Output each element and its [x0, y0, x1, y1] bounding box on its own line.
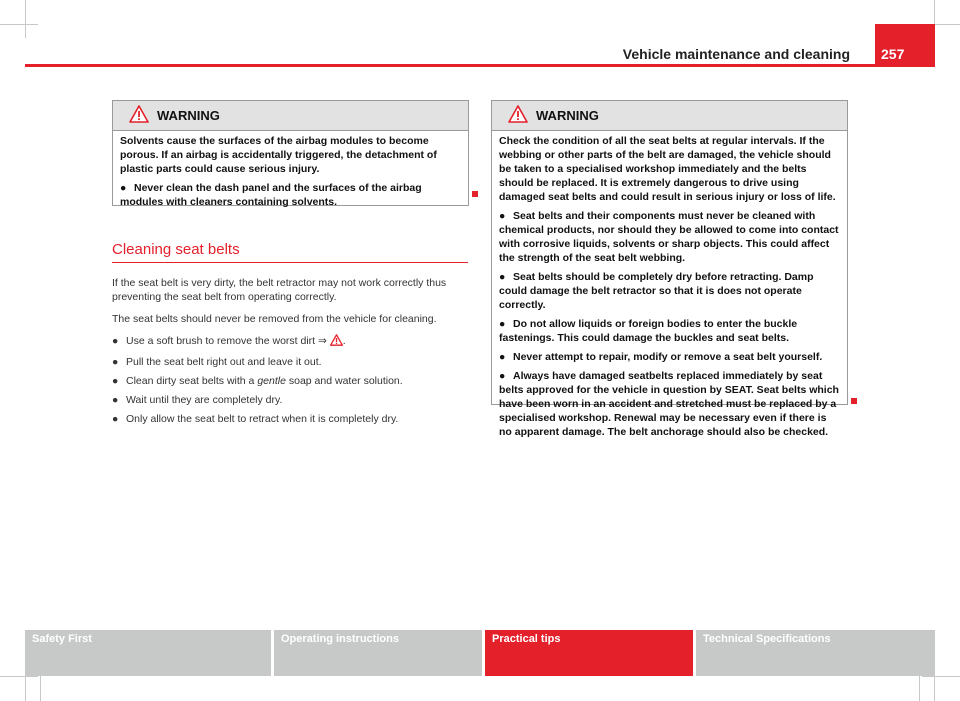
emphasis-text: gentle [257, 375, 286, 387]
list-item [112, 334, 468, 350]
bullet-icon: ● [499, 210, 506, 222]
warning-bullet [499, 369, 840, 439]
warning-triangle-icon [508, 105, 528, 123]
warning-title: WARNING [536, 108, 599, 123]
list-item [112, 393, 468, 407]
warning-box-airbag [112, 100, 469, 206]
warning-body [492, 131, 847, 439]
section-end-mark [851, 398, 857, 404]
crop-mark [25, 0, 26, 38]
warning-bullet-text: Never clean the dash panel and the surfaces of the airbag modules with cleaners containing solvents. [120, 182, 422, 208]
warning-bullet-text: Seat belts should be completely dry before retracting. Damp could damage the belt retractor so that it is does not operate correctly. [499, 271, 814, 311]
list-item [112, 412, 468, 426]
header-rule [25, 64, 935, 67]
warning-paragraph: Solvents cause the surfaces of the airbag modules to become porous. If an airbag is accidentally triggered, the detachment of plastic parts could cause serious injury. [120, 135, 437, 175]
warning-bullet [499, 270, 840, 312]
footer-tab-label: Safety First [32, 633, 92, 645]
bullet-icon: ● [120, 182, 127, 194]
crop-mark [919, 676, 920, 701]
footer-tab-label: Practical tips [492, 633, 561, 645]
list-item-text: Use a soft brush to remove the worst dirt ⇒ [126, 335, 327, 347]
warning-header [492, 101, 847, 131]
warning-bullet-text: Seat belts and their components must never be cleaned with chemical products, nor should they be allowed to come into contact with corrosive liquids, solvents or sharp objects. This could affect the strength of the seat belt webbing. [499, 210, 839, 264]
list-item-text: Wait until they are completely dry. [126, 394, 283, 406]
bullet-icon: ● [112, 394, 119, 406]
bullet-icon: ● [112, 356, 119, 368]
list-item [112, 355, 468, 369]
warning-header [113, 101, 468, 131]
warning-bullet [499, 317, 840, 345]
warning-title: WARNING [157, 108, 220, 123]
warning-bullet [499, 209, 840, 265]
footer-tab-label: Operating instructions [281, 633, 399, 645]
list-item-text: Only allow the seat belt to retract when it is completely dry. [126, 413, 399, 425]
list-item-text: Pull the seat belt right out and leave it out. [126, 356, 322, 368]
section-end-mark [472, 191, 478, 197]
intro-paragraph: If the seat belt is very dirty, the belt retractor may not work correctly thus preventing the seat belt from operating correctly. [112, 277, 447, 303]
bullet-icon: ● [499, 351, 506, 363]
crop-mark [922, 676, 960, 677]
warning-bullet-text: Never attempt to repair, modify or remove a seat belt yourself. [513, 351, 823, 363]
warning-body [113, 131, 468, 209]
bullet-icon: ● [499, 370, 506, 382]
warning-reference-icon[interactable] [330, 334, 343, 350]
warning-bullet [499, 350, 840, 364]
bullet-icon: ● [499, 271, 506, 283]
warning-bullet-text: Always have damaged seatbelts replaced immediately by seat belts approved for the vehicle in question by SEAT. Seat belts which have been worn in an accident and stretched must be replaced by a specialised workshop. Renewal may be necessary even if there is no apparent damage. The belt anchorage should also be checked. [499, 370, 839, 438]
warning-paragraph: Check the condition of all the seat belts at regular intervals. If the webbing or other parts of the belt are damaged, the vehicle should be taken to a specialised workshop immediately and the belts should be replaced. It is extremely dangerous to drive using damaged seat belts and could result in serious injury or loss of life. [499, 135, 836, 203]
footer-tab-operating-instructions[interactable] [274, 630, 482, 676]
crop-mark [0, 676, 38, 677]
list-item-text-end: . [342, 335, 346, 347]
footer-tab-technical-specifications[interactable] [696, 630, 935, 676]
footer-tab-safety-first[interactable] [25, 630, 271, 676]
page-title: Vehicle maintenance and cleaning [622, 46, 850, 62]
section-rule [112, 262, 468, 263]
section-title: Cleaning seat belts [112, 241, 240, 258]
crop-mark [0, 24, 38, 25]
note-paragraph: The seat belts should never be removed from the vehicle for cleaning. [112, 313, 437, 325]
crop-mark [40, 676, 41, 701]
section-body [112, 276, 468, 431]
list-item [112, 374, 468, 388]
bullet-icon: ● [112, 375, 119, 387]
bullet-icon: ● [112, 413, 119, 425]
warning-bullet-text: Do not allow liquids or foreign bodies to enter the buckle fastenings. This could damage the buckles and seat belts. [499, 318, 798, 344]
page-number: 257 [881, 46, 905, 62]
list-item-text: soap and water solution. [288, 375, 403, 387]
warning-box-seat-belts [491, 100, 848, 438]
footer-tab-practical-tips[interactable] [485, 630, 693, 676]
list-item-text: Clean dirty seat belts with a [126, 375, 255, 387]
warning-triangle-icon [129, 105, 149, 123]
bullet-icon: ● [112, 335, 119, 347]
warning-bullet [120, 181, 461, 209]
footer-tab-label: Technical Specifications [703, 633, 831, 645]
bullet-icon: ● [499, 318, 506, 330]
